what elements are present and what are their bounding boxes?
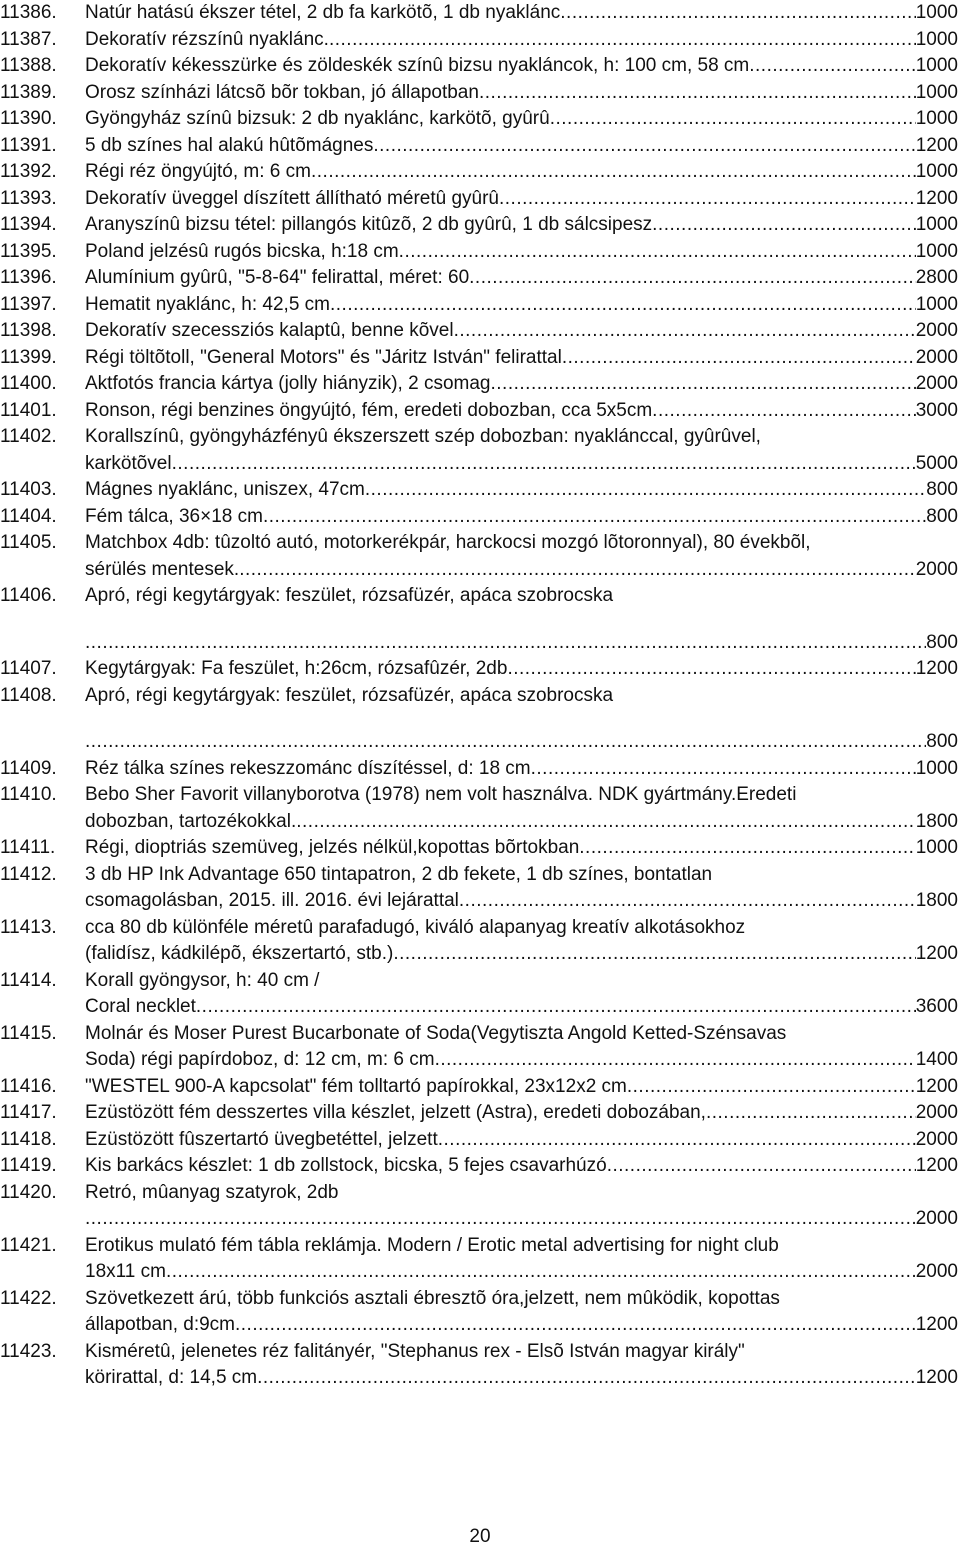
lot-price: 1000 bbox=[915, 240, 958, 262]
lot-number: 11406. bbox=[0, 585, 57, 606]
lot-number: 11418. bbox=[0, 1128, 57, 1150]
description-line: Korallszínû, gyöngyházfényû ékszerszett szép dobozban: nyaklánccal, gyûrûvel, bbox=[85, 426, 761, 447]
dot-leader bbox=[459, 888, 916, 915]
description-last-line bbox=[85, 1047, 958, 1074]
catalog-entry bbox=[0, 756, 960, 783]
lot-description bbox=[85, 1074, 960, 1101]
lot-number: 11401. bbox=[0, 399, 57, 421]
dot-leader bbox=[235, 1312, 916, 1339]
dot-leader bbox=[257, 1365, 916, 1392]
lot-price: 1200 bbox=[915, 1075, 958, 1097]
catalog-entry bbox=[0, 292, 960, 319]
lot-price: 1000 bbox=[915, 837, 958, 858]
dot-leader bbox=[311, 159, 916, 186]
description-line: Natúr hatású ékszer tétel, 2 db fa karkötõ, 1 db nyaklánc bbox=[85, 2, 561, 23]
catalog-entry bbox=[0, 0, 960, 27]
lot-price: 2000 bbox=[915, 373, 958, 394]
dot-leader bbox=[393, 941, 915, 968]
description-last-line bbox=[85, 371, 958, 398]
catalog-entry bbox=[0, 1286, 960, 1339]
description-line: Apró, régi kegytárgyak: feszület, rózsafüzér, apáca szobrocska bbox=[85, 684, 614, 706]
lot-price: 800 bbox=[926, 731, 958, 752]
dot-leader bbox=[373, 133, 915, 160]
description-line: Soda) régi papírdoboz, d: 12 cm, m: 6 cm bbox=[85, 1049, 435, 1070]
description-line: "WESTEL 900-A kapcsolat" fém tolltartó papírokkal, 23x12x2 cm bbox=[85, 1075, 627, 1097]
dot-leader bbox=[263, 504, 926, 531]
lot-description bbox=[85, 862, 960, 915]
lot-number: 11421. bbox=[0, 1234, 57, 1256]
description-line: Hematit nyaklánc, h: 42,5 cm bbox=[85, 293, 330, 315]
lot-number: 11410. bbox=[0, 784, 57, 805]
lot-price: 2000 bbox=[915, 1208, 958, 1229]
description-last-line bbox=[85, 27, 958, 54]
description-last-line bbox=[85, 345, 958, 372]
lot-price: 1000 bbox=[915, 55, 958, 76]
dot-leader bbox=[435, 1047, 916, 1074]
dot-leader bbox=[499, 186, 916, 213]
description-last-line bbox=[85, 504, 958, 531]
dot-leader bbox=[196, 994, 916, 1021]
lot-description bbox=[85, 53, 960, 80]
lot-description bbox=[85, 477, 960, 504]
description-line: Szövetkezett árú, több funkciós asztali ébresztõ óra,jelzett, nem mûködik, kopottas bbox=[85, 1287, 780, 1309]
lot-price: 1800 bbox=[915, 810, 958, 832]
lot-price: 2800 bbox=[915, 267, 958, 288]
catalog-entry bbox=[0, 1153, 960, 1180]
catalog-entry bbox=[0, 477, 960, 504]
description-line: Alumínium gyûrû, "5-8-64" felirattal, méret: 60 bbox=[85, 267, 470, 288]
description-line: Kis barkács készlet: 1 db zollstock, bicska, 5 fejes csavarhúzó bbox=[85, 1155, 607, 1176]
lot-price: 1200 bbox=[915, 1314, 958, 1335]
description-last-line bbox=[85, 133, 958, 160]
description-line: Aktfotós francia kártya (jolly hiányzik), 2 csomag bbox=[85, 373, 491, 394]
lot-description bbox=[85, 968, 960, 1021]
catalog-entry bbox=[0, 1233, 960, 1286]
catalog-entry bbox=[0, 1180, 960, 1233]
description-last-line bbox=[85, 53, 958, 80]
description-line: Erotikus mulató fém tábla reklámja. Modern / Erotic metal advertising for night club bbox=[85, 1234, 779, 1256]
lot-number: 11414. bbox=[0, 969, 57, 991]
lot-number: 11403. bbox=[0, 479, 57, 500]
lot-description bbox=[85, 239, 960, 266]
lot-number: 11392. bbox=[0, 161, 57, 182]
lot-price: 2000 bbox=[915, 1102, 958, 1123]
page-number: 20 bbox=[469, 1526, 491, 1547]
lot-description bbox=[85, 530, 960, 583]
catalog-entry bbox=[0, 424, 960, 477]
lot-description bbox=[85, 683, 960, 756]
description-line: Orosz színházi látcsõ bõr tokban, jó állapotban bbox=[85, 81, 479, 103]
description-last-line bbox=[85, 398, 958, 425]
catalog-entry bbox=[0, 530, 960, 583]
description-last-line bbox=[85, 1259, 958, 1286]
lot-description bbox=[85, 583, 960, 656]
dot-leader bbox=[652, 212, 916, 239]
lot-price: 2000 bbox=[915, 346, 958, 368]
description-last-line bbox=[85, 0, 958, 27]
lot-number: 11417. bbox=[0, 1102, 57, 1123]
dot-leader bbox=[579, 835, 915, 862]
lot-price: 5000 bbox=[915, 452, 958, 474]
lot-number: 11389. bbox=[0, 81, 57, 103]
description-line: 3 db HP Ink Advantage 650 tintapatron, 2 db fekete, 1 db színes, bontatlan bbox=[85, 863, 713, 885]
description-line: Fém tálca, 36×18 cm bbox=[85, 505, 263, 527]
lot-number: 11405. bbox=[0, 532, 57, 553]
description-last-line bbox=[85, 80, 958, 107]
lot-price: 1000 bbox=[915, 214, 958, 235]
lot-description bbox=[85, 1180, 960, 1233]
description-line: Molnár és Moser Purest Bucarbonate of Soda(Vegytiszta Angold Ketted-Szénsavas bbox=[85, 1022, 787, 1044]
lot-number: 11395. bbox=[0, 240, 57, 262]
lot-price: 2000 bbox=[915, 320, 958, 341]
lot-price: 3600 bbox=[915, 996, 958, 1017]
lot-number: 11400. bbox=[0, 373, 57, 394]
description-line: Ronson, régi benzines öngyújtó, fém, eredeti dobozban, cca 5x5cm bbox=[85, 399, 653, 421]
lot-description bbox=[85, 1021, 960, 1074]
lot-description bbox=[85, 915, 960, 968]
description-last-line bbox=[85, 756, 958, 783]
lot-number: 11413. bbox=[0, 916, 57, 938]
description-line: Régi töltõtoll, "General Motors" és "Járitz István" felirattal bbox=[85, 346, 562, 368]
lot-number: 11396. bbox=[0, 267, 57, 288]
catalog-entry bbox=[0, 915, 960, 968]
catalog-entry bbox=[0, 1127, 960, 1154]
dot-leader bbox=[706, 1100, 916, 1127]
lot-description bbox=[85, 1233, 960, 1286]
lot-price: 1000 bbox=[915, 108, 958, 129]
lot-price: 1800 bbox=[915, 890, 958, 911]
description-last-line bbox=[85, 994, 958, 1021]
catalog-entry bbox=[0, 265, 960, 292]
catalog-entry bbox=[0, 159, 960, 186]
lot-number: 11408. bbox=[0, 684, 57, 706]
description-line: Bebo Sher Favorit villanyborotva (1978) nem volt használva. NDK gyártmány.Eredeti bbox=[85, 784, 797, 805]
description-last-line bbox=[85, 1127, 958, 1154]
dot-leader bbox=[329, 27, 916, 54]
description-line: Ezüstözött fém desszertes villa készlet, jelzett (Astra), eredeti dobozában, bbox=[85, 1102, 706, 1123]
lot-number: 11386. bbox=[0, 2, 57, 23]
dot-leader bbox=[607, 1153, 916, 1180]
lot-description bbox=[85, 345, 960, 372]
dot-leader bbox=[399, 239, 916, 266]
lot-description bbox=[85, 0, 960, 27]
lot-price: 800 bbox=[926, 479, 958, 500]
catalog-entry bbox=[0, 1339, 960, 1392]
dot-leader bbox=[562, 345, 916, 372]
dot-leader bbox=[531, 756, 916, 783]
lot-price: 1000 bbox=[915, 161, 958, 182]
lot-number: 11388. bbox=[0, 55, 57, 76]
description-line: Ezüstözött fûszertartó üvegbetéttel, jelzett bbox=[85, 1128, 438, 1150]
catalog-entry bbox=[0, 318, 960, 345]
description-last-line bbox=[85, 106, 958, 133]
lot-description bbox=[85, 159, 960, 186]
description-last-line bbox=[85, 212, 958, 239]
description-line: Mágnes nyaklánc, uniszex, 47cm bbox=[85, 479, 365, 500]
catalog-entry bbox=[0, 133, 960, 160]
description-last-line bbox=[85, 1365, 958, 1392]
catalog-entry bbox=[0, 106, 960, 133]
dot-leader bbox=[166, 1259, 916, 1286]
lot-description bbox=[85, 80, 960, 107]
description-line: Dekoratív üveggel díszített állítható méretû gyûrû bbox=[85, 187, 499, 209]
dot-leader bbox=[454, 318, 916, 345]
catalog-entry bbox=[0, 835, 960, 862]
lot-description bbox=[85, 782, 960, 835]
description-line: Korall gyöngysor, h: 40 cm / bbox=[85, 969, 320, 991]
lot-number: 11409. bbox=[0, 757, 57, 779]
description-last-line bbox=[85, 888, 958, 915]
lot-description bbox=[85, 27, 960, 54]
lot-price: 1200 bbox=[915, 658, 958, 679]
lot-price: 1000 bbox=[915, 2, 958, 23]
catalog-entry bbox=[0, 27, 960, 54]
lot-price: 1200 bbox=[915, 1367, 958, 1388]
lot-number: 11420. bbox=[0, 1181, 57, 1203]
lot-number: 11404. bbox=[0, 505, 57, 527]
catalog-entry bbox=[0, 186, 960, 213]
description-line: csomagolásban, 2015. ill. 2016. évi lejárattal bbox=[85, 890, 459, 911]
lot-number: 11399. bbox=[0, 346, 57, 368]
description-line: Retró, mûanyag szatyrok, 2db bbox=[85, 1181, 339, 1203]
dot-leader bbox=[365, 477, 926, 504]
lot-description bbox=[85, 398, 960, 425]
description-last-line bbox=[85, 1206, 958, 1233]
lot-number: 11402. bbox=[0, 426, 57, 447]
description-last-line bbox=[85, 729, 958, 756]
line-spacer bbox=[85, 709, 958, 729]
description-last-line bbox=[85, 557, 958, 584]
lot-number: 11412. bbox=[0, 863, 57, 885]
dot-leader bbox=[550, 106, 916, 133]
dot-leader bbox=[749, 53, 915, 80]
lot-description bbox=[85, 504, 960, 531]
dot-leader bbox=[627, 1074, 916, 1101]
dot-leader bbox=[652, 398, 916, 425]
lot-number: 11422. bbox=[0, 1287, 57, 1309]
lot-price: 1200 bbox=[915, 1155, 958, 1176]
catalog-entry bbox=[0, 683, 960, 756]
lot-price: 1400 bbox=[915, 1049, 958, 1070]
catalog-entry bbox=[0, 239, 960, 266]
description-line: Régi réz öngyújtó, m: 6 cm bbox=[85, 161, 311, 182]
dot-leader bbox=[172, 451, 916, 478]
description-last-line bbox=[85, 656, 958, 683]
catalog-entry bbox=[0, 345, 960, 372]
description-line: 5 db színes hal alakú hûtõmágnes bbox=[85, 134, 374, 156]
description-line: Réz tálka színes rekeszzománc díszítéssel, d: 18 cm bbox=[85, 757, 531, 779]
lot-number: 11419. bbox=[0, 1155, 57, 1176]
lot-number: 11411. bbox=[0, 837, 56, 858]
description-last-line bbox=[85, 1074, 958, 1101]
dot-leader bbox=[438, 1127, 916, 1154]
lot-description bbox=[85, 835, 960, 862]
description-last-line bbox=[85, 159, 958, 186]
lot-description bbox=[85, 292, 960, 319]
lot-description bbox=[85, 133, 960, 160]
catalog-entry bbox=[0, 398, 960, 425]
description-line: (falidísz, kádkilépõ, ékszertartó, stb.) bbox=[85, 943, 394, 964]
catalog-entry bbox=[0, 371, 960, 398]
line-spacer bbox=[85, 610, 958, 630]
catalog-entry bbox=[0, 782, 960, 835]
description-last-line bbox=[85, 477, 958, 504]
description-last-line bbox=[85, 239, 958, 266]
dot-leader bbox=[330, 292, 916, 319]
lot-price: 2000 bbox=[915, 1128, 958, 1150]
description-line: 18x11 cm bbox=[85, 1261, 166, 1282]
description-line: körirattal, d: 14,5 cm bbox=[85, 1367, 258, 1388]
catalog-entry bbox=[0, 53, 960, 80]
description-line: Apró, régi kegytárgyak: feszület, rózsafüzér, apáca szobrocska bbox=[85, 585, 614, 606]
lot-price: 1000 bbox=[915, 757, 958, 779]
catalog-entry bbox=[0, 80, 960, 107]
lot-description bbox=[85, 212, 960, 239]
lot-description bbox=[85, 656, 960, 683]
catalog-entry bbox=[0, 1021, 960, 1074]
dot-leader bbox=[239, 557, 916, 584]
description-last-line bbox=[85, 292, 958, 319]
description-line: Dekoratív kékesszürke és zöldeskék színû bizsu nyakláncok, h: 100 cm, 58 cm bbox=[85, 55, 750, 76]
lot-number: 11394. bbox=[0, 214, 57, 235]
description-last-line bbox=[85, 1153, 958, 1180]
catalog-entry bbox=[0, 862, 960, 915]
description-line: cca 80 db különféle méretû parafadugó, kiváló alapanyag kreatív alkotásokhoz bbox=[85, 916, 746, 938]
dot-leader bbox=[296, 809, 915, 836]
lot-description bbox=[85, 1339, 960, 1392]
lot-number: 11423. bbox=[0, 1340, 57, 1362]
catalog-entry bbox=[0, 583, 960, 656]
lot-number: 11397. bbox=[0, 293, 57, 315]
lot-price: 2000 bbox=[915, 558, 958, 580]
description-last-line bbox=[85, 1312, 958, 1339]
dot-leader bbox=[560, 0, 915, 27]
lot-price: 1200 bbox=[915, 134, 958, 156]
catalog-entry bbox=[0, 1100, 960, 1127]
description-last-line bbox=[85, 318, 958, 345]
lot-description bbox=[85, 265, 960, 292]
description-last-line bbox=[85, 941, 958, 968]
lot-number: 11415. bbox=[0, 1022, 57, 1044]
lot-description bbox=[85, 424, 960, 477]
lot-price: 1000 bbox=[915, 81, 958, 103]
description-line: karkötõvel bbox=[85, 452, 172, 474]
description-line: dobozban, tartozékokkal. bbox=[85, 810, 297, 832]
lot-description bbox=[85, 371, 960, 398]
lot-number: 11390. bbox=[0, 108, 57, 129]
description-last-line bbox=[85, 186, 958, 213]
description-line: Dekoratív szecessziós kalaptû, benne kõvel bbox=[85, 320, 454, 341]
lot-description bbox=[85, 1127, 960, 1154]
description-line: Poland jelzésû rugós bicska, h:18 cm bbox=[85, 240, 399, 262]
catalog-entry bbox=[0, 656, 960, 683]
catalog-entry bbox=[0, 1074, 960, 1101]
description-line: Gyöngyház színû bizsuk: 2 db nyaklánc, karkötõ, gyûrû bbox=[85, 108, 550, 129]
lot-number: 11407. bbox=[0, 658, 57, 679]
description-line: Coral necklet bbox=[85, 996, 196, 1017]
lot-number: 11393. bbox=[0, 187, 57, 209]
description-last-line bbox=[85, 1100, 958, 1127]
dot-leader bbox=[479, 80, 916, 107]
description-last-line bbox=[85, 809, 958, 836]
description-line: sérülés mentesek. bbox=[85, 558, 240, 580]
description-last-line bbox=[85, 451, 958, 478]
dot-leader bbox=[85, 1206, 916, 1233]
lot-number: 11416. bbox=[0, 1075, 57, 1097]
lot-price: 3000 bbox=[915, 399, 958, 421]
description-last-line bbox=[85, 265, 958, 292]
catalog-entry bbox=[0, 212, 960, 239]
lot-number: 11398. bbox=[0, 320, 57, 341]
lot-number: 11387. bbox=[0, 28, 57, 50]
lot-price: 1200 bbox=[915, 187, 958, 209]
description-line: Kegytárgyak: Fa feszület, h:26cm, rózsafûzér, 2db bbox=[85, 658, 508, 679]
lot-price: 2000 bbox=[915, 1261, 958, 1282]
dot-leader bbox=[469, 265, 916, 292]
description-line: Kisméretû, jelenetes réz falitányér, "Stephanus rex - Elsõ István magyar király" bbox=[85, 1340, 745, 1362]
description-line: Régi, dioptriás szemüveg, jelzés nélkül,kopottas bõrtokban bbox=[85, 837, 580, 858]
lot-price: 1000 bbox=[915, 28, 958, 50]
dot-leader bbox=[491, 371, 916, 398]
lot-price: 800 bbox=[926, 631, 958, 653]
description-line: Aranyszínû bizsu tétel: pillangós kitûzõ, 2 db gyûrû, 1 db sálcsipesz bbox=[85, 214, 653, 235]
description-last-line bbox=[85, 630, 958, 657]
lot-number: 11391. bbox=[0, 134, 57, 156]
description-line: Matchbox 4db: tûzoltó autó, motorkerékpár, harckocsi mozgó lõtoronnyal), 80 évekbõl, bbox=[85, 532, 811, 553]
dot-leader bbox=[507, 656, 915, 683]
lot-description bbox=[85, 106, 960, 133]
dot-leader bbox=[85, 630, 926, 657]
lot-description bbox=[85, 1286, 960, 1339]
description-line: állapotban, d:9cm bbox=[85, 1314, 235, 1335]
description-line: Dekoratív rézszínû nyaklánc. bbox=[85, 28, 329, 50]
lot-description bbox=[85, 1153, 960, 1180]
lot-price: 1200 bbox=[915, 943, 958, 964]
catalog-entry bbox=[0, 968, 960, 1021]
lot-description bbox=[85, 1100, 960, 1127]
catalog-entry bbox=[0, 504, 960, 531]
lot-price: 800 bbox=[926, 505, 958, 527]
lot-price: 1000 bbox=[915, 293, 958, 315]
lot-description bbox=[85, 186, 960, 213]
lot-description bbox=[85, 756, 960, 783]
description-last-line bbox=[85, 835, 958, 862]
dot-leader bbox=[85, 729, 926, 756]
lot-description bbox=[85, 318, 960, 345]
